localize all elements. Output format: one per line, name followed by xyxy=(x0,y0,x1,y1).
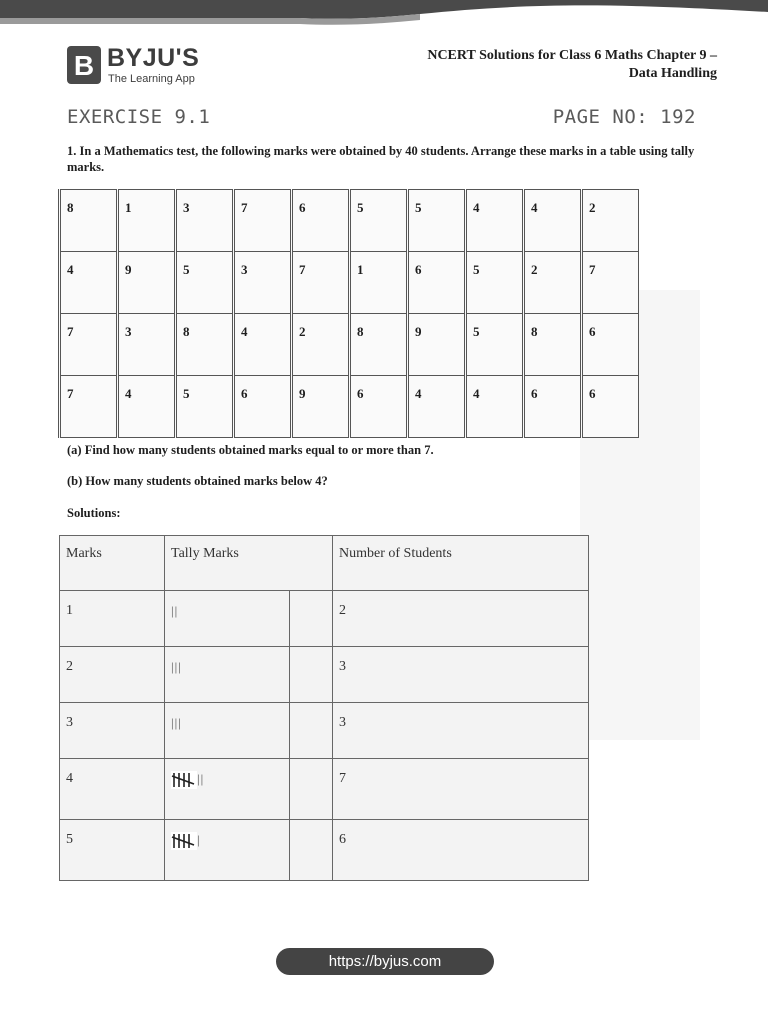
mark-value: 5 xyxy=(60,820,165,881)
tally-marks: ||| xyxy=(171,659,182,674)
exercise-label: EXERCISE 9.1 xyxy=(67,106,211,128)
marks-row xyxy=(60,314,639,376)
document-title-line1: NCERT Solutions for Class 6 Maths Chapter 9 – xyxy=(427,48,717,63)
tally-five-group-icon xyxy=(171,771,197,789)
tally-cell xyxy=(165,647,290,703)
marks-cell: 3 xyxy=(234,252,292,314)
logo-badge-icon: B xyxy=(67,46,101,84)
byjus-logo[interactable] xyxy=(67,44,207,88)
tally-solution-table xyxy=(59,535,589,881)
tally-spacer-cell xyxy=(290,591,333,647)
document-title xyxy=(377,47,717,83)
marks-row xyxy=(60,376,639,438)
student-count: 6 xyxy=(333,820,589,881)
tally-spacer-cell xyxy=(290,647,333,703)
tally-cell xyxy=(165,703,290,759)
mark-value: 4 xyxy=(60,759,165,820)
marks-cell: 5 xyxy=(350,190,408,252)
tally-cell xyxy=(165,759,290,820)
tally-row xyxy=(60,759,589,820)
marks-cell: 5 xyxy=(408,190,466,252)
marks-cell: 5 xyxy=(466,314,524,376)
brand-tagline: The Learning App xyxy=(108,73,195,85)
marks-cell: 6 xyxy=(582,314,639,376)
document-title-line2: Data Handling xyxy=(628,66,717,81)
marks-cell: 4 xyxy=(234,314,292,376)
marks-cell: 7 xyxy=(582,252,639,314)
marks-cell: 7 xyxy=(234,190,292,252)
mark-value: 2 xyxy=(60,647,165,703)
solutions-label: Solutions: xyxy=(67,506,121,520)
tally-marks: | xyxy=(197,832,201,848)
header-marks: Marks xyxy=(60,536,165,591)
question-part-b: (b) How many students obtained marks below 4? xyxy=(67,474,328,488)
marks-row xyxy=(60,252,639,314)
header-tally-marks: Tally Marks xyxy=(165,536,333,591)
student-count: 3 xyxy=(333,703,589,759)
marks-cell: 8 xyxy=(176,314,234,376)
question-text: 1. In a Mathematics test, the following marks were obtained by 40 students. Arrange these marks in a table using tally marks. xyxy=(67,144,695,174)
marks-cell: 4 xyxy=(408,376,466,438)
footer-url[interactable]: https://byjus.com xyxy=(328,953,442,970)
marks-cell: 6 xyxy=(408,252,466,314)
tally-five-group-icon xyxy=(171,832,197,850)
marks-cell: 5 xyxy=(176,376,234,438)
marks-cell: 4 xyxy=(118,376,176,438)
header-number-of-students: Number of Students xyxy=(333,536,589,591)
marks-cell: 7 xyxy=(60,376,118,438)
student-count: 3 xyxy=(333,647,589,703)
tally-row xyxy=(60,591,589,647)
tally-row xyxy=(60,703,589,759)
marks-cell: 2 xyxy=(292,314,350,376)
marks-cell: 4 xyxy=(60,252,118,314)
mark-value: 1 xyxy=(60,591,165,647)
tally-spacer-cell xyxy=(290,759,333,820)
marks-cell: 6 xyxy=(350,376,408,438)
tally-spacer-cell xyxy=(290,703,333,759)
marks-row xyxy=(60,190,639,252)
marks-cell: 4 xyxy=(524,190,582,252)
tally-cell xyxy=(165,591,290,647)
tally-marks: || xyxy=(197,771,205,787)
student-count: 2 xyxy=(333,591,589,647)
marks-cell: 9 xyxy=(408,314,466,376)
tally-row xyxy=(60,820,589,881)
brand-name: BYJU'S xyxy=(107,44,200,72)
marks-cell: 5 xyxy=(176,252,234,314)
question-part-a: (a) Find how many students obtained marks equal to or more than 7. xyxy=(67,443,434,457)
marks-cell: 5 xyxy=(466,252,524,314)
tally-row xyxy=(60,647,589,703)
marks-cell: 6 xyxy=(582,376,639,438)
tally-marks: || xyxy=(171,603,179,618)
marks-cell: 8 xyxy=(60,190,118,252)
tally-cell xyxy=(165,820,290,881)
marks-data-table xyxy=(58,189,639,438)
marks-cell: 4 xyxy=(466,190,524,252)
marks-cell: 2 xyxy=(582,190,639,252)
marks-cell: 8 xyxy=(524,314,582,376)
marks-cell: 7 xyxy=(60,314,118,376)
marks-cell: 6 xyxy=(234,376,292,438)
marks-cell: 2 xyxy=(524,252,582,314)
marks-cell: 7 xyxy=(292,252,350,314)
page-number: PAGE NO: 192 xyxy=(552,106,696,128)
tally-spacer-cell xyxy=(290,820,333,881)
marks-cell: 1 xyxy=(350,252,408,314)
marks-cell: 9 xyxy=(292,376,350,438)
tally-marks: ||| xyxy=(171,715,182,730)
marks-cell: 8 xyxy=(350,314,408,376)
footer-url-pill[interactable] xyxy=(276,948,494,975)
marks-cell: 3 xyxy=(176,190,234,252)
marks-cell: 9 xyxy=(118,252,176,314)
marks-cell: 6 xyxy=(292,190,350,252)
marks-cell: 6 xyxy=(524,376,582,438)
marks-cell: 1 xyxy=(118,190,176,252)
marks-cell: 3 xyxy=(118,314,176,376)
mark-value: 3 xyxy=(60,703,165,759)
student-count: 7 xyxy=(333,759,589,820)
top-banner xyxy=(0,0,768,28)
marks-cell: 4 xyxy=(466,376,524,438)
